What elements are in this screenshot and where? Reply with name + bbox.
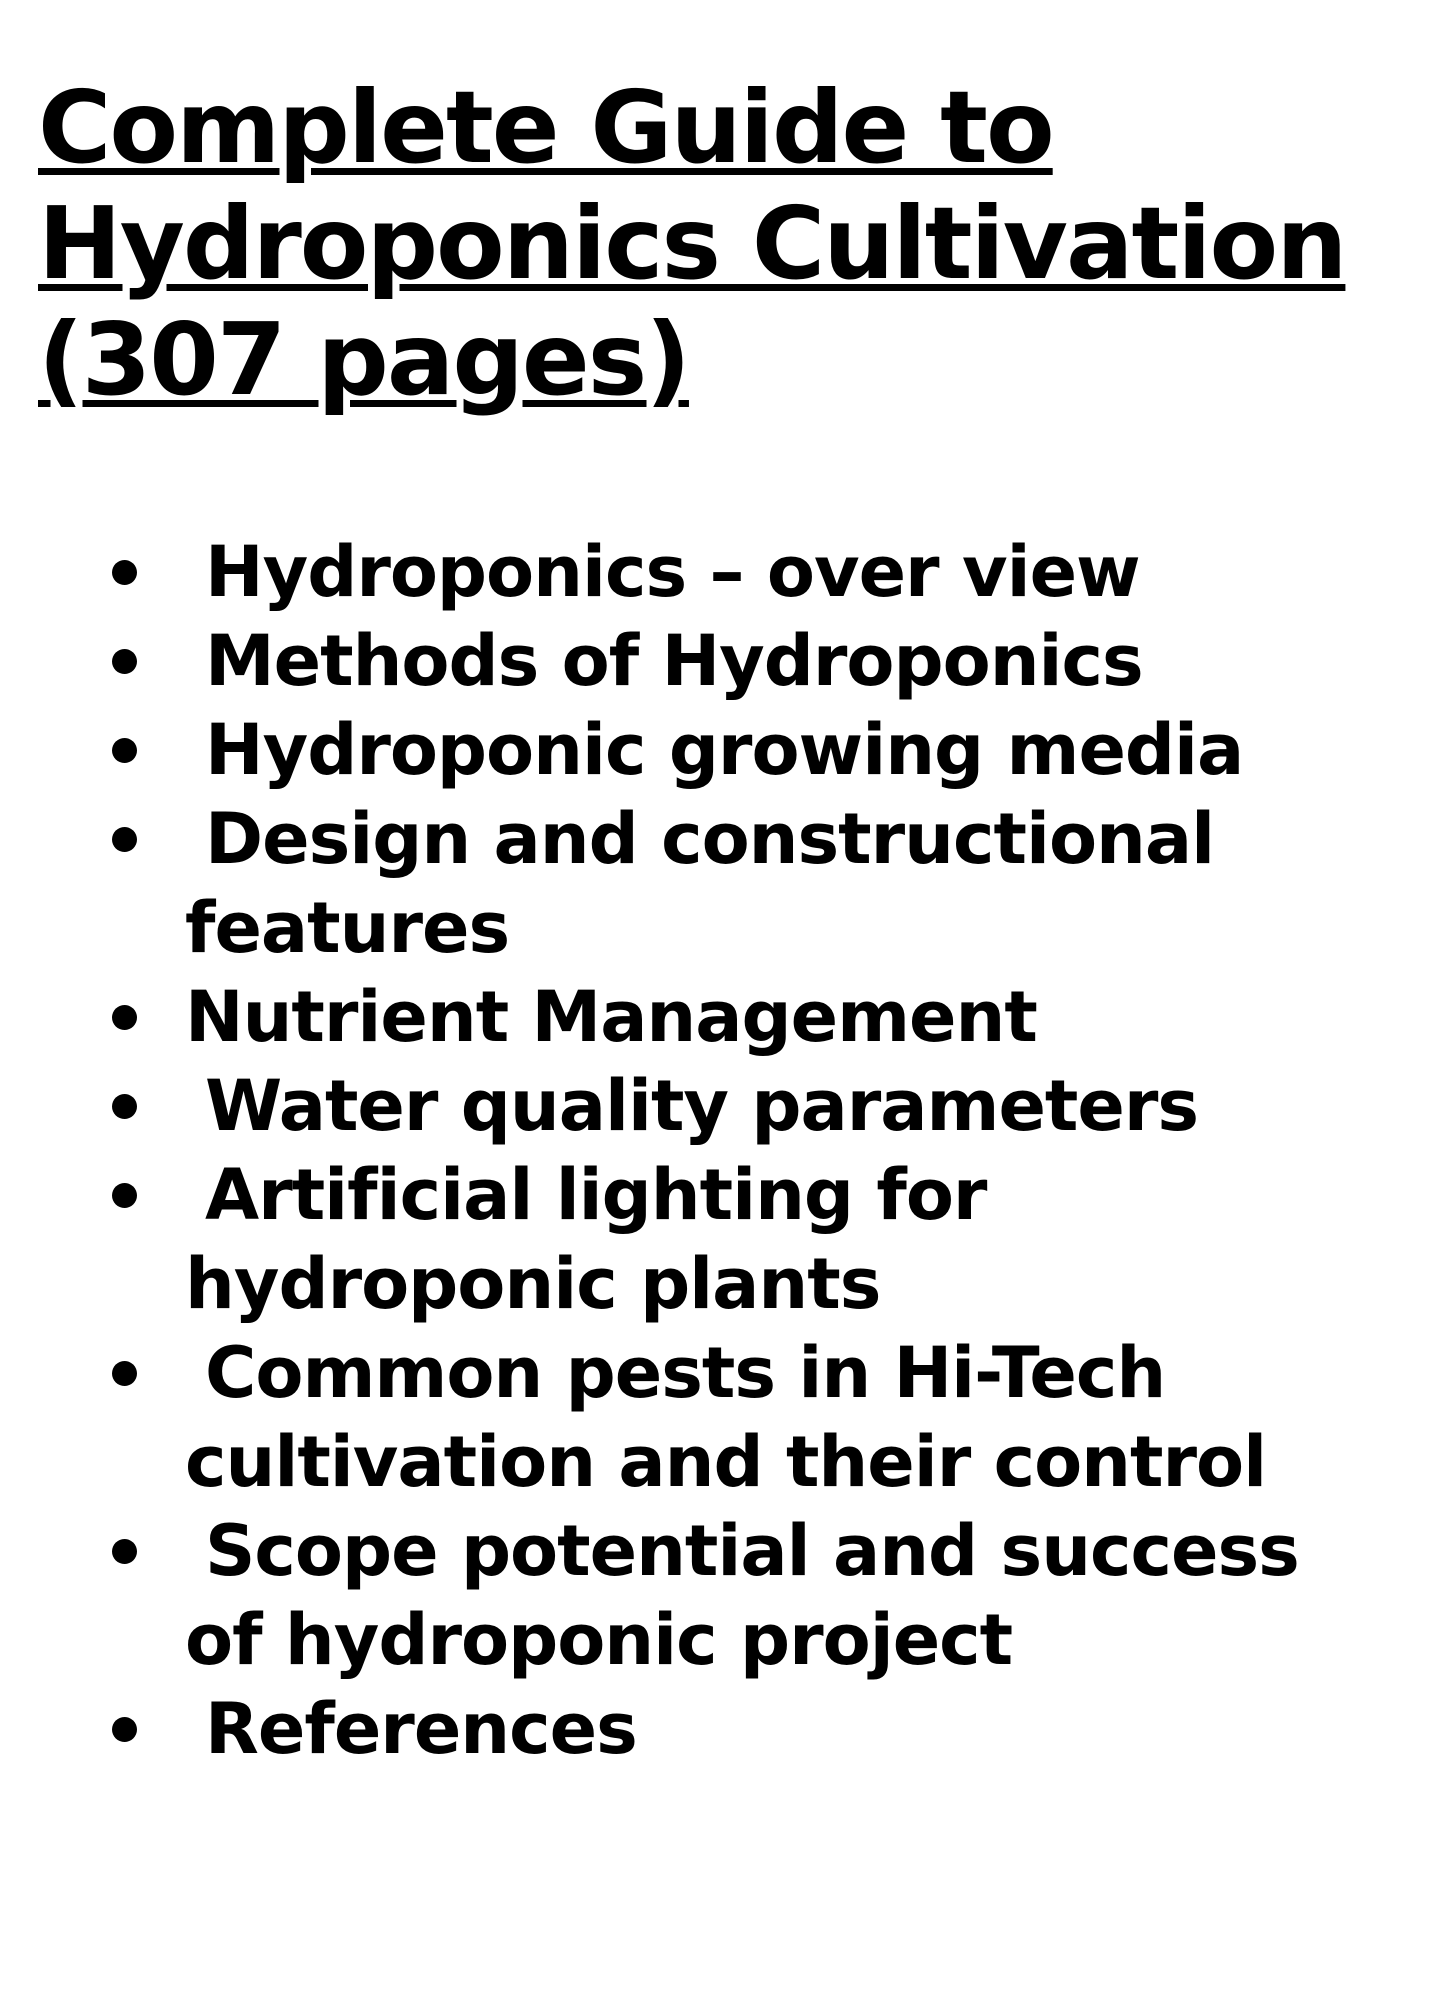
topic-item	[100, 1685, 1400, 1774]
bullet-icon	[112, 1005, 137, 1030]
topic-text: Hydroponics – over view	[205, 531, 1140, 613]
topic-item	[100, 1507, 1400, 1685]
topic-text: Common pests in Hi-Tech	[205, 1332, 1166, 1414]
topic-text: Hydroponic growing media	[205, 709, 1244, 791]
topic-text: Artificial lighting for	[205, 1154, 987, 1236]
topic-list	[100, 528, 1400, 1774]
topic-text-continued: cultivation and their control	[185, 1421, 1267, 1503]
topic-text: References	[205, 1688, 637, 1770]
topic-text: Methods of Hydroponics	[205, 620, 1143, 702]
bullet-icon	[112, 1539, 137, 1564]
bullet-icon	[112, 738, 137, 763]
bullet-icon	[112, 560, 137, 585]
title-line: (307 pages)	[38, 301, 689, 418]
title-line: Complete Guide to	[38, 69, 1053, 186]
bullet-icon	[112, 649, 137, 674]
topic-text-continued: of hydroponic project	[185, 1599, 1013, 1681]
topic-item	[100, 1329, 1400, 1507]
topic-text: Design and constructional	[205, 798, 1215, 880]
topic-item	[100, 795, 1400, 973]
topic-text-continued: hydroponic plants	[185, 1243, 881, 1325]
document-title	[38, 70, 1418, 418]
topic-text-continued: features	[185, 887, 510, 969]
topic-item	[100, 706, 1400, 795]
topic-text: Water quality parameters	[205, 1065, 1199, 1147]
bullet-icon	[112, 1717, 137, 1742]
bullet-icon	[112, 827, 137, 852]
topic-text: Scope potential and success	[205, 1510, 1299, 1592]
topic-item	[100, 617, 1400, 706]
topic-text: Nutrient Management	[185, 976, 1037, 1058]
topic-item	[100, 1062, 1400, 1151]
bullet-icon	[112, 1361, 137, 1386]
title-line: Hydroponics Cultivation	[38, 185, 1346, 302]
topic-item	[100, 1151, 1400, 1329]
topic-item	[100, 973, 1400, 1062]
topic-item	[100, 528, 1400, 617]
bullet-icon	[112, 1183, 137, 1208]
bullet-icon	[112, 1094, 137, 1119]
